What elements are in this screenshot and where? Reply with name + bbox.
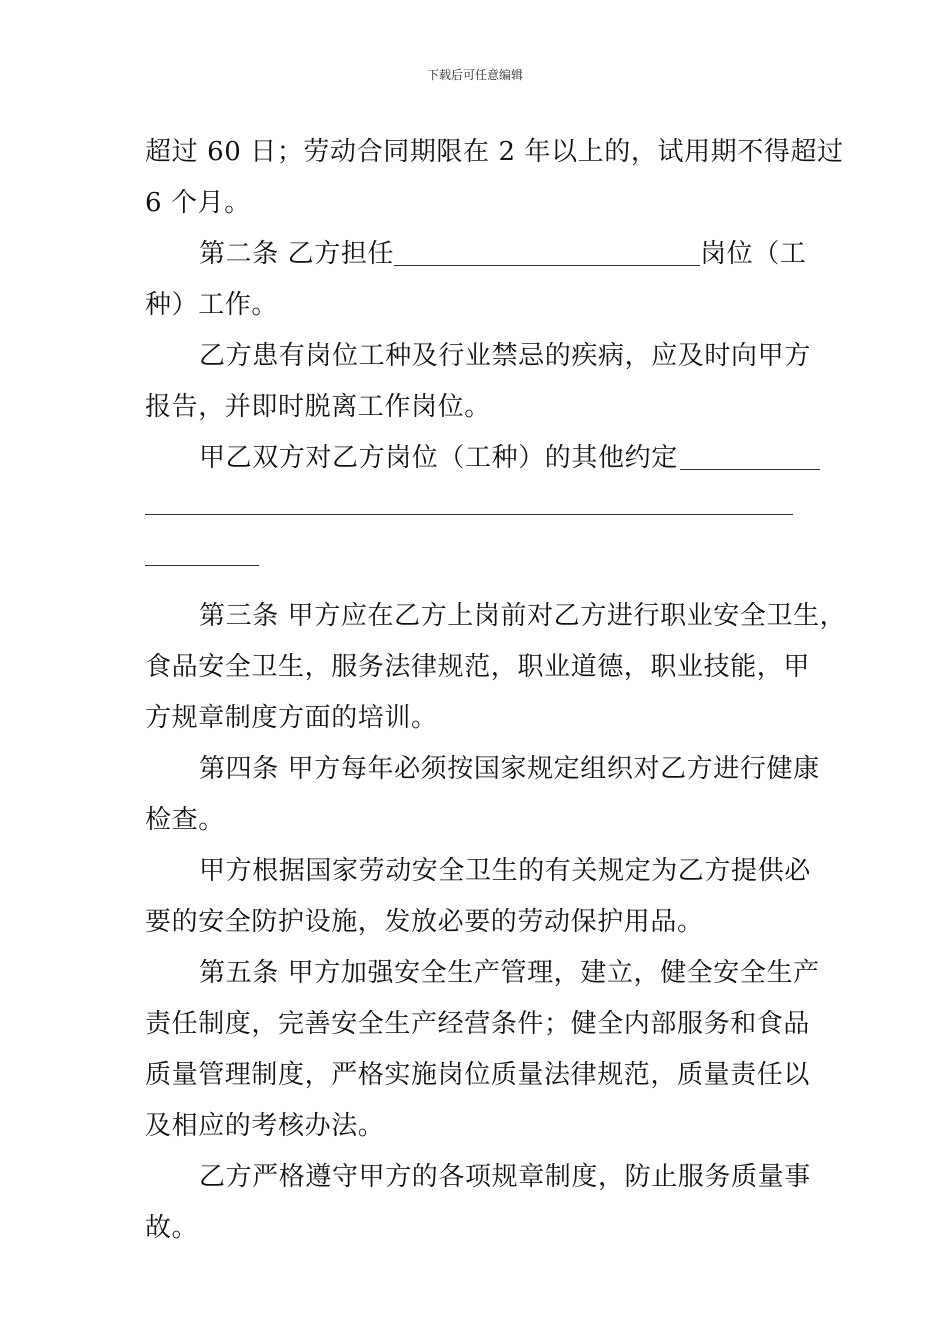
other-agreement-blank-short[interactable] [145,541,259,566]
text-line: 乙方患有岗位工种及行业禁忌的疾病，应及时向甲方 [199,341,811,371]
article-2-end: 岗位（工 [700,239,807,269]
article-2-line [145,229,807,280]
text-line: 第三条 甲方应在乙方上岗前对乙方进行职业安全卫生， [199,601,847,631]
page-header: 下载后可任意编辑 [426,68,523,82]
text-line: 种）工作。 [145,290,279,320]
text-line: 乙方严格遵守甲方的各项规章制度，防止服务质量事 [199,1162,811,1192]
text-line: 方规章制度方面的培训。 [145,703,438,733]
text-line: 质量管理制度，严格实施岗位质量法律规范，质量责任以 [145,1060,811,1090]
text-line: 及相应的考核办法。 [145,1111,385,1141]
text-line: 责任制度，完善安全生产经营条件；健全内部服务和食品 [145,1009,811,1039]
text-line: 检查。 [145,805,225,835]
other-agreement-text: 甲乙双方对乙方岗位（工种）的其他约定 [199,443,678,473]
text-line: 第五条 甲方加强安全生产管理，建立，健全安全生产 [199,958,820,988]
other-agreement-line [145,433,807,484]
other-agreement-blank[interactable] [680,445,820,470]
text-line: 要的安全防护设施，发放必要的劳动保护用品。 [145,907,704,937]
blank-line-full [145,484,807,535]
other-agreement-blank-full[interactable] [145,490,793,515]
text-line: 超过 60 日；劳动合同期限在 2 年以上的，试用期不得超过 [145,137,844,167]
text-line: 故。 [145,1213,199,1243]
post-blank-field[interactable] [394,241,700,266]
text-line: 第四条 甲方每年必须按国家规定组织对乙方进行健康 [199,754,820,784]
article-2-start: 第二条 乙方担任 [199,239,395,269]
document-body [145,127,847,1254]
blank-line-short [145,535,807,586]
text-line: 食品安全卫生，服务法律规范，职业道德，职业技能，甲 [145,652,811,682]
text-line: 甲方根据国家劳动安全卫生的有关规定为乙方提供必 [199,856,811,886]
text-line: 6 个月。 [145,188,251,218]
text-line: 报告，并即时脱离工作岗位。 [145,392,491,422]
